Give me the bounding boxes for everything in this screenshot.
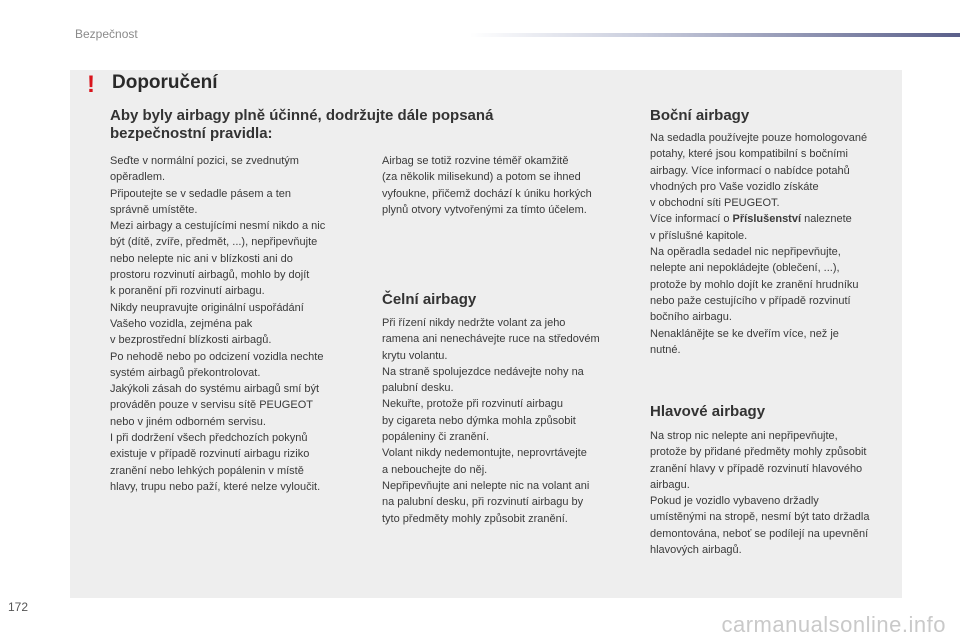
head-airbags-heading: Hlavové airbagy xyxy=(650,403,766,420)
side-airbags-heading: Boční airbagy xyxy=(650,107,750,124)
side-airbags-text: Na sedadla používejte pouze homologované potahy, které jsou kompatibilní s bočními airbagy. Více informací o nabídce potahů vhodných pro Vaše vozidlo získáte v obchodní síti PEUGEOT. Více informací o Příslušenství naleznete v příslušné kapitole. Na opěradla sedadel nic nepřipevňujte, nelepte ani nepokládejte (oblečení, ...), protože by mohlo dojít ke zranění hrudníku nebo paže cestujícího v případě rozvinutí bočního airbagu. Nenaklánějte se ke dveřím více, než je nutné. xyxy=(650,132,868,356)
intro-heading: Aby byly airbagy plně účinné, dodržujte dále popsaná bezpečnostní pravidla: xyxy=(110,107,494,142)
frontal-airbags-heading: Čelní airbagy xyxy=(382,291,477,308)
accessories-link-text: Příslušenství xyxy=(732,213,802,226)
general-rules-text: Seďte v normální pozici, se zvednutým opěradlem. Připoutejte se v sedadle pásem a ten správně umístěte. Mezi airbagy a cestujícími nesmí nikdo a nic být (dítě, zvíře, předmět, ...), nepřipevňujte nebo nelepte nic ani v blízkosti ani do prostoru rozvinutí airbagů, mohlo by dojít k poranění při rozvinutí airbagu. Nikdy neupravujte originální uspořádání Vašeho vozidla, zejména pak v bezprostřední blízkosti airbagů. Po nehodě nebo po odcizení vozidla nechte systém airbagů překontrolovat. Jakýkoli zásah do systému airbagů smí být prováděn pouze v servisu sítě PEUGEOT nebo v jiném odborném servisu. I při dodržení všech předchozích pokynů existuje v případě rozvinutí airbagu riziko zranění nebo lehkých popálenin v místě hlavy, trupu nebo paží, které nelze vyloučit. xyxy=(110,155,326,493)
section-label: Bezpečnost xyxy=(75,27,138,41)
warning-icon: ! xyxy=(87,71,95,98)
watermark: carmanualsonline.info xyxy=(721,612,946,637)
panel-title: Doporučení xyxy=(112,72,218,93)
deployment-note-text: Airbag se totiž rozvine téměř okamžitě (za několik milisekund) a potom se ihned vyfoukne, přičemž dochází k úniku horkých plynů otvory vytvořenými za tímto účelem. xyxy=(382,155,592,216)
frontal-airbags-text: Při řízení nikdy nedržte volant za jeho ramena ani nenechávejte ruce na středovém krytu volantu. Na straně spolujezdce nedávejte nohy na palubní desku. Nekuřte, protože při rozvinutí airbagu by cigareta nebo dýmka mohla způsobit popáleniny či zranění. Volant nikdy nedemontujte, neprovrtávejte a nebouchejte do něj. Nepřipevňujte ani nelepte nic na volant ani na palubní desku, při rozvinutí airbagu by tyto předměty mohly způsobit zranění. xyxy=(382,317,600,525)
page-number: 172 xyxy=(8,600,29,614)
header-divider xyxy=(470,33,960,37)
head-airbags-text: Na strop nic nelepte ani nepřipevňujte, protože by přidané předměty mohly způsobit zranění hlavy v případě rozvinutí hlavového airbagu. Pokud je vozidlo vybaveno držadly umístěnými na stropě, nesmí být tato držadla demontována, neboť se podílejí na upevnění hlavových airbagů. xyxy=(650,430,870,557)
